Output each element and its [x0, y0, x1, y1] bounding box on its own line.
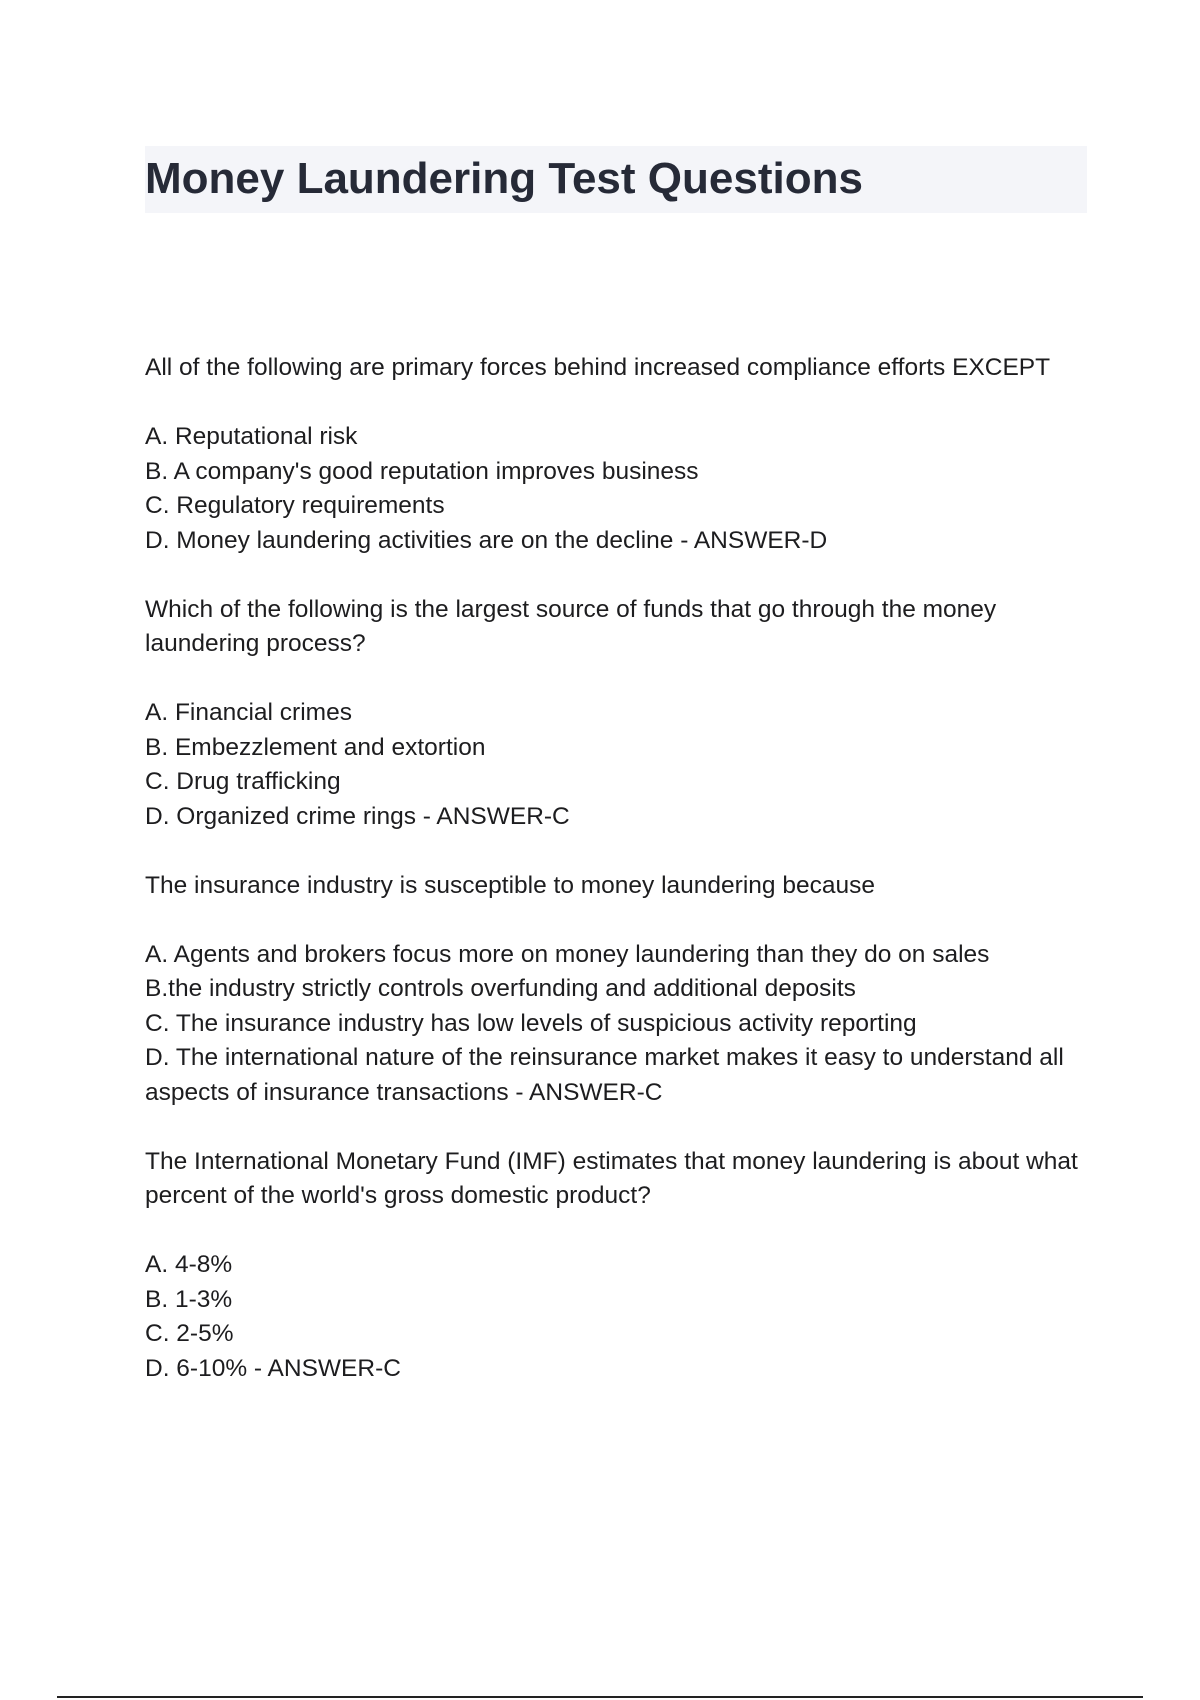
answer-option: B. A company's good reputation improves business [145, 457, 699, 485]
answer-option: A. 4-8% [145, 1251, 233, 1278]
page-title: Money Laundering Test Questions [145, 154, 863, 203]
question-prompt: The insurance industry is susceptible to money laundering because [145, 871, 875, 899]
question-block [145, 593, 1095, 835]
answer-option: B.the industry strictly controls overfunding and additional deposits [145, 975, 856, 1002]
answer-option: C. The insurance industry has low levels of suspicious activity reporting [145, 1009, 917, 1037]
answer-option: D. The international nature of the reinsurance market makes it easy to understand all aspects of insurance transactions - ANSWER-C [145, 1044, 1064, 1106]
question-block [145, 869, 1095, 1111]
answer-option: C. Drug trafficking [145, 768, 341, 795]
title-banner [145, 146, 1087, 213]
answer-option: B. 1-3% [145, 1285, 233, 1313]
answer-option: A. Financial crimes [145, 699, 352, 726]
answer-options [145, 420, 1095, 558]
question-block [145, 351, 1095, 558]
answer-option: D. 6-10% - ANSWER-C [145, 1354, 401, 1382]
footer-divider [57, 1696, 1143, 1698]
answer-options [145, 1248, 1095, 1386]
answer-options [145, 696, 1095, 834]
answer-option: D. Organized crime rings - ANSWER-C [145, 802, 570, 830]
answer-option: C. Regulatory requirements [145, 492, 445, 519]
question-prompt: The International Monetary Fund (IMF) estimates that money laundering is about what percent of the world's gross domestic product? [145, 1147, 1078, 1209]
answer-option: A. Reputational risk [145, 423, 358, 450]
answer-option: C. 2-5% [145, 1320, 234, 1347]
question-prompt: Which of the following is the largest source of funds that go through the money laundering process? [145, 595, 997, 657]
question-list [145, 351, 1095, 1386]
question-block [145, 1145, 1095, 1387]
answer-option: B. Embezzlement and extortion [145, 733, 486, 761]
answer-option: A. Agents and brokers focus more on money laundering than they do on sales [145, 940, 990, 968]
answer-option: D. Money laundering activities are on the decline - ANSWER-D [145, 526, 828, 554]
answer-options [145, 938, 1095, 1111]
question-prompt: All of the following are primary forces behind increased compliance efforts EXCEPT [145, 354, 1051, 381]
